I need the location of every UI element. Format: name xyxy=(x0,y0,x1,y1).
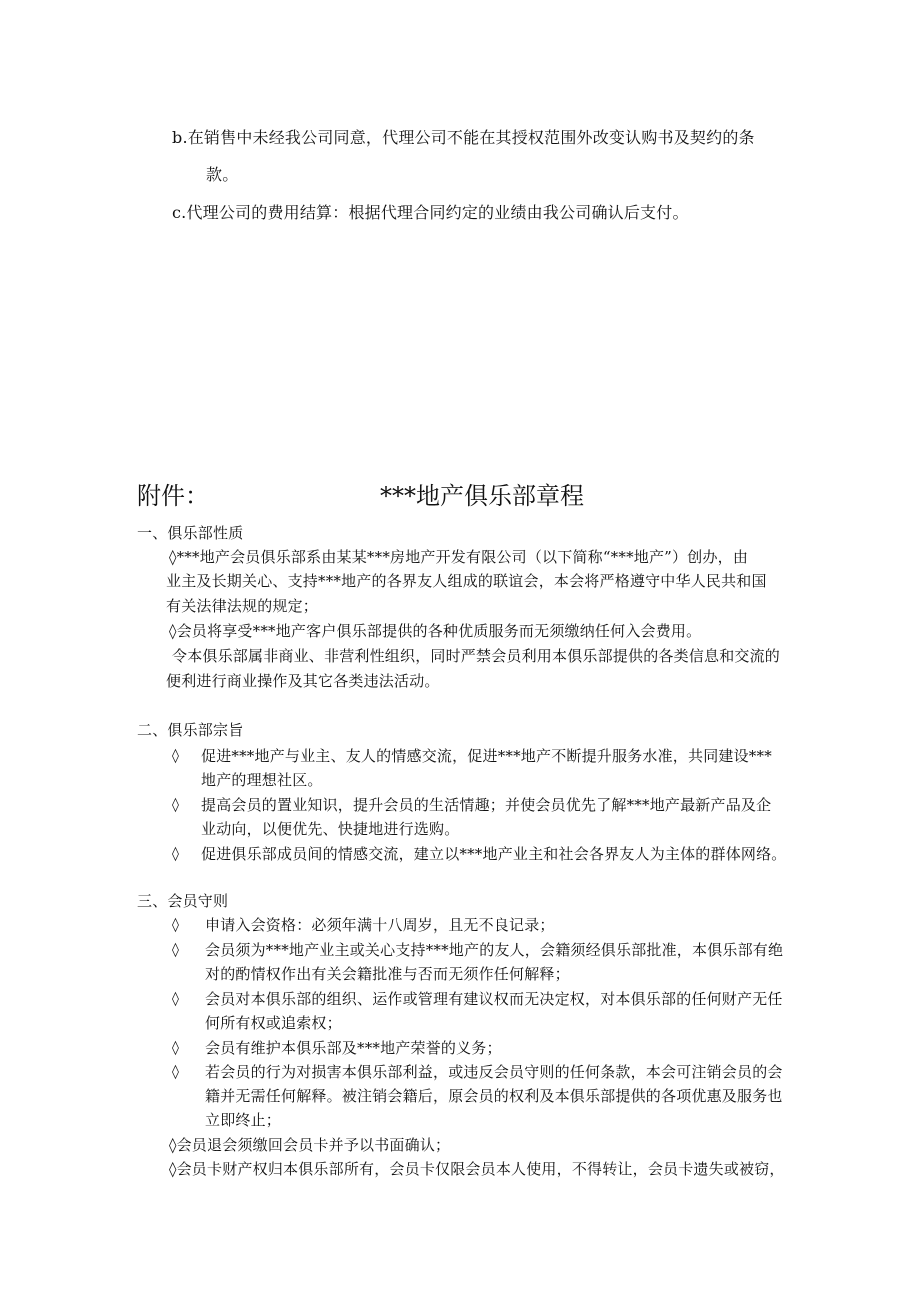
section-3-line-7: ◊会员卡财产权归本俱乐部所有，会员卡仅限会员本人使用，不得转让，会员卡遗失或被窃， xyxy=(169,1160,785,1178)
section-1-line-6: 便利进行商业操作及其它各类违法活动。 xyxy=(166,672,440,690)
section-3-item-5-line-2: 籍并无需任何解释。被注销会籍后，原会员的权利及本俱乐部提供的各项优惠及服务也 xyxy=(205,1087,783,1105)
section-1-line-2: 业主及长期关心、支持***地产的各界友人组成的联谊会，本会将严格遵守中华人民共和国 xyxy=(166,572,767,590)
section-1-line-5: 令本俱乐部属非商业、非营利性组织，同时严禁会员利用本俱乐部提供的各类信息和交流的 xyxy=(172,647,781,665)
section-2-item-2-line-1: 提高会员的置业知识，提升会员的生活情趣；并使会员优先了解***地产最新产品及企 xyxy=(201,796,772,814)
bullet-diamond-icon: ◊ xyxy=(172,797,179,813)
section-3-line-6: ◊会员退会须缴回会员卡并予以书面确认； xyxy=(169,1136,451,1154)
bullet-diamond-icon: ◊ xyxy=(172,991,179,1007)
section-3-item-5-line-1: 若会员的行为对损害本俱乐部利益，或违反会员守则的任何条款，本会可注销会员的会 xyxy=(205,1063,783,1081)
section-1-line-1: ◊***地产会员俱乐部系由某某***房地产开发有限公司（以下简称“***地产”）创办，由 xyxy=(169,548,749,566)
section-3-item-3-line-2: 何所有权或追索权； xyxy=(205,1014,342,1032)
section-3-item-5-line-3: 立即终止； xyxy=(205,1111,282,1129)
section-1-line-3: 有关法律法规的规定； xyxy=(166,597,319,615)
document-title: ***地产俱乐部章程 xyxy=(380,482,584,510)
clause-c-line-1: c.代理公司的费用结算：根据代理合同约定的业绩由我公司确认后支付。 xyxy=(172,203,689,222)
section-1-title: 一、俱乐部性质 xyxy=(137,524,244,542)
section-3-item-2-line-2: 对的酌情权作出有关会籍批准与否而无须作任何解释； xyxy=(205,965,570,983)
bullet-diamond-icon: ◊ xyxy=(172,1064,179,1080)
bullet-diamond-icon: ◊ xyxy=(172,942,179,958)
bullet-diamond-icon: ◊ xyxy=(172,917,179,933)
section-3-title: 三、会员守则 xyxy=(137,892,229,910)
section-3-item-1-line-1: 申请入会资格：必须年满十八周岁，且无不良记录； xyxy=(205,916,555,934)
section-2-title: 二、俱乐部宗旨 xyxy=(137,721,244,739)
section-2-item-1-line-2: 地产的理想社区。 xyxy=(201,771,323,789)
clause-b-line-2: 款。 xyxy=(206,165,239,184)
section-1-line-4: ◊会员将享受***地产客户俱乐部提供的各种优质服务而无须缴纳任何入会费用。 xyxy=(169,622,702,640)
section-2-item-2-line-2: 业动向，以便优先、快捷地进行选购。 xyxy=(201,820,460,838)
clause-b-line-1: b.在销售中未经我公司同意，代理公司不能在其授权范围外改变认购书及契约的条 xyxy=(172,128,755,147)
section-3-item-4-line-1: 会员有维护本俱乐部及***地产荣誉的义务； xyxy=(205,1039,502,1057)
section-3-item-2-line-1: 会员须为***地产业主或关心支持***地产的友人，会籍须经俱乐部批准，本俱乐部有绝 xyxy=(205,941,784,959)
section-3-item-3-line-1: 会员对本俱乐部的组织、运作或管理有建议权而无决定权，对本俱乐部的任何财产无任 xyxy=(205,990,783,1008)
bullet-diamond-icon: ◊ xyxy=(172,1040,179,1056)
section-2-item-3-line-1: 促进俱乐部成员间的情感交流，建立以***地产业主和社会各界友人为主体的群体网络。 xyxy=(201,845,787,863)
bullet-diamond-icon: ◊ xyxy=(172,846,179,862)
section-2-item-1-line-1: 促进***地产与业主、友人的情感交流，促进***地产不断提升服务水准，共同建设*** xyxy=(201,747,772,765)
attachment-label: 附件： xyxy=(137,482,209,510)
bullet-diamond-icon: ◊ xyxy=(172,748,179,764)
